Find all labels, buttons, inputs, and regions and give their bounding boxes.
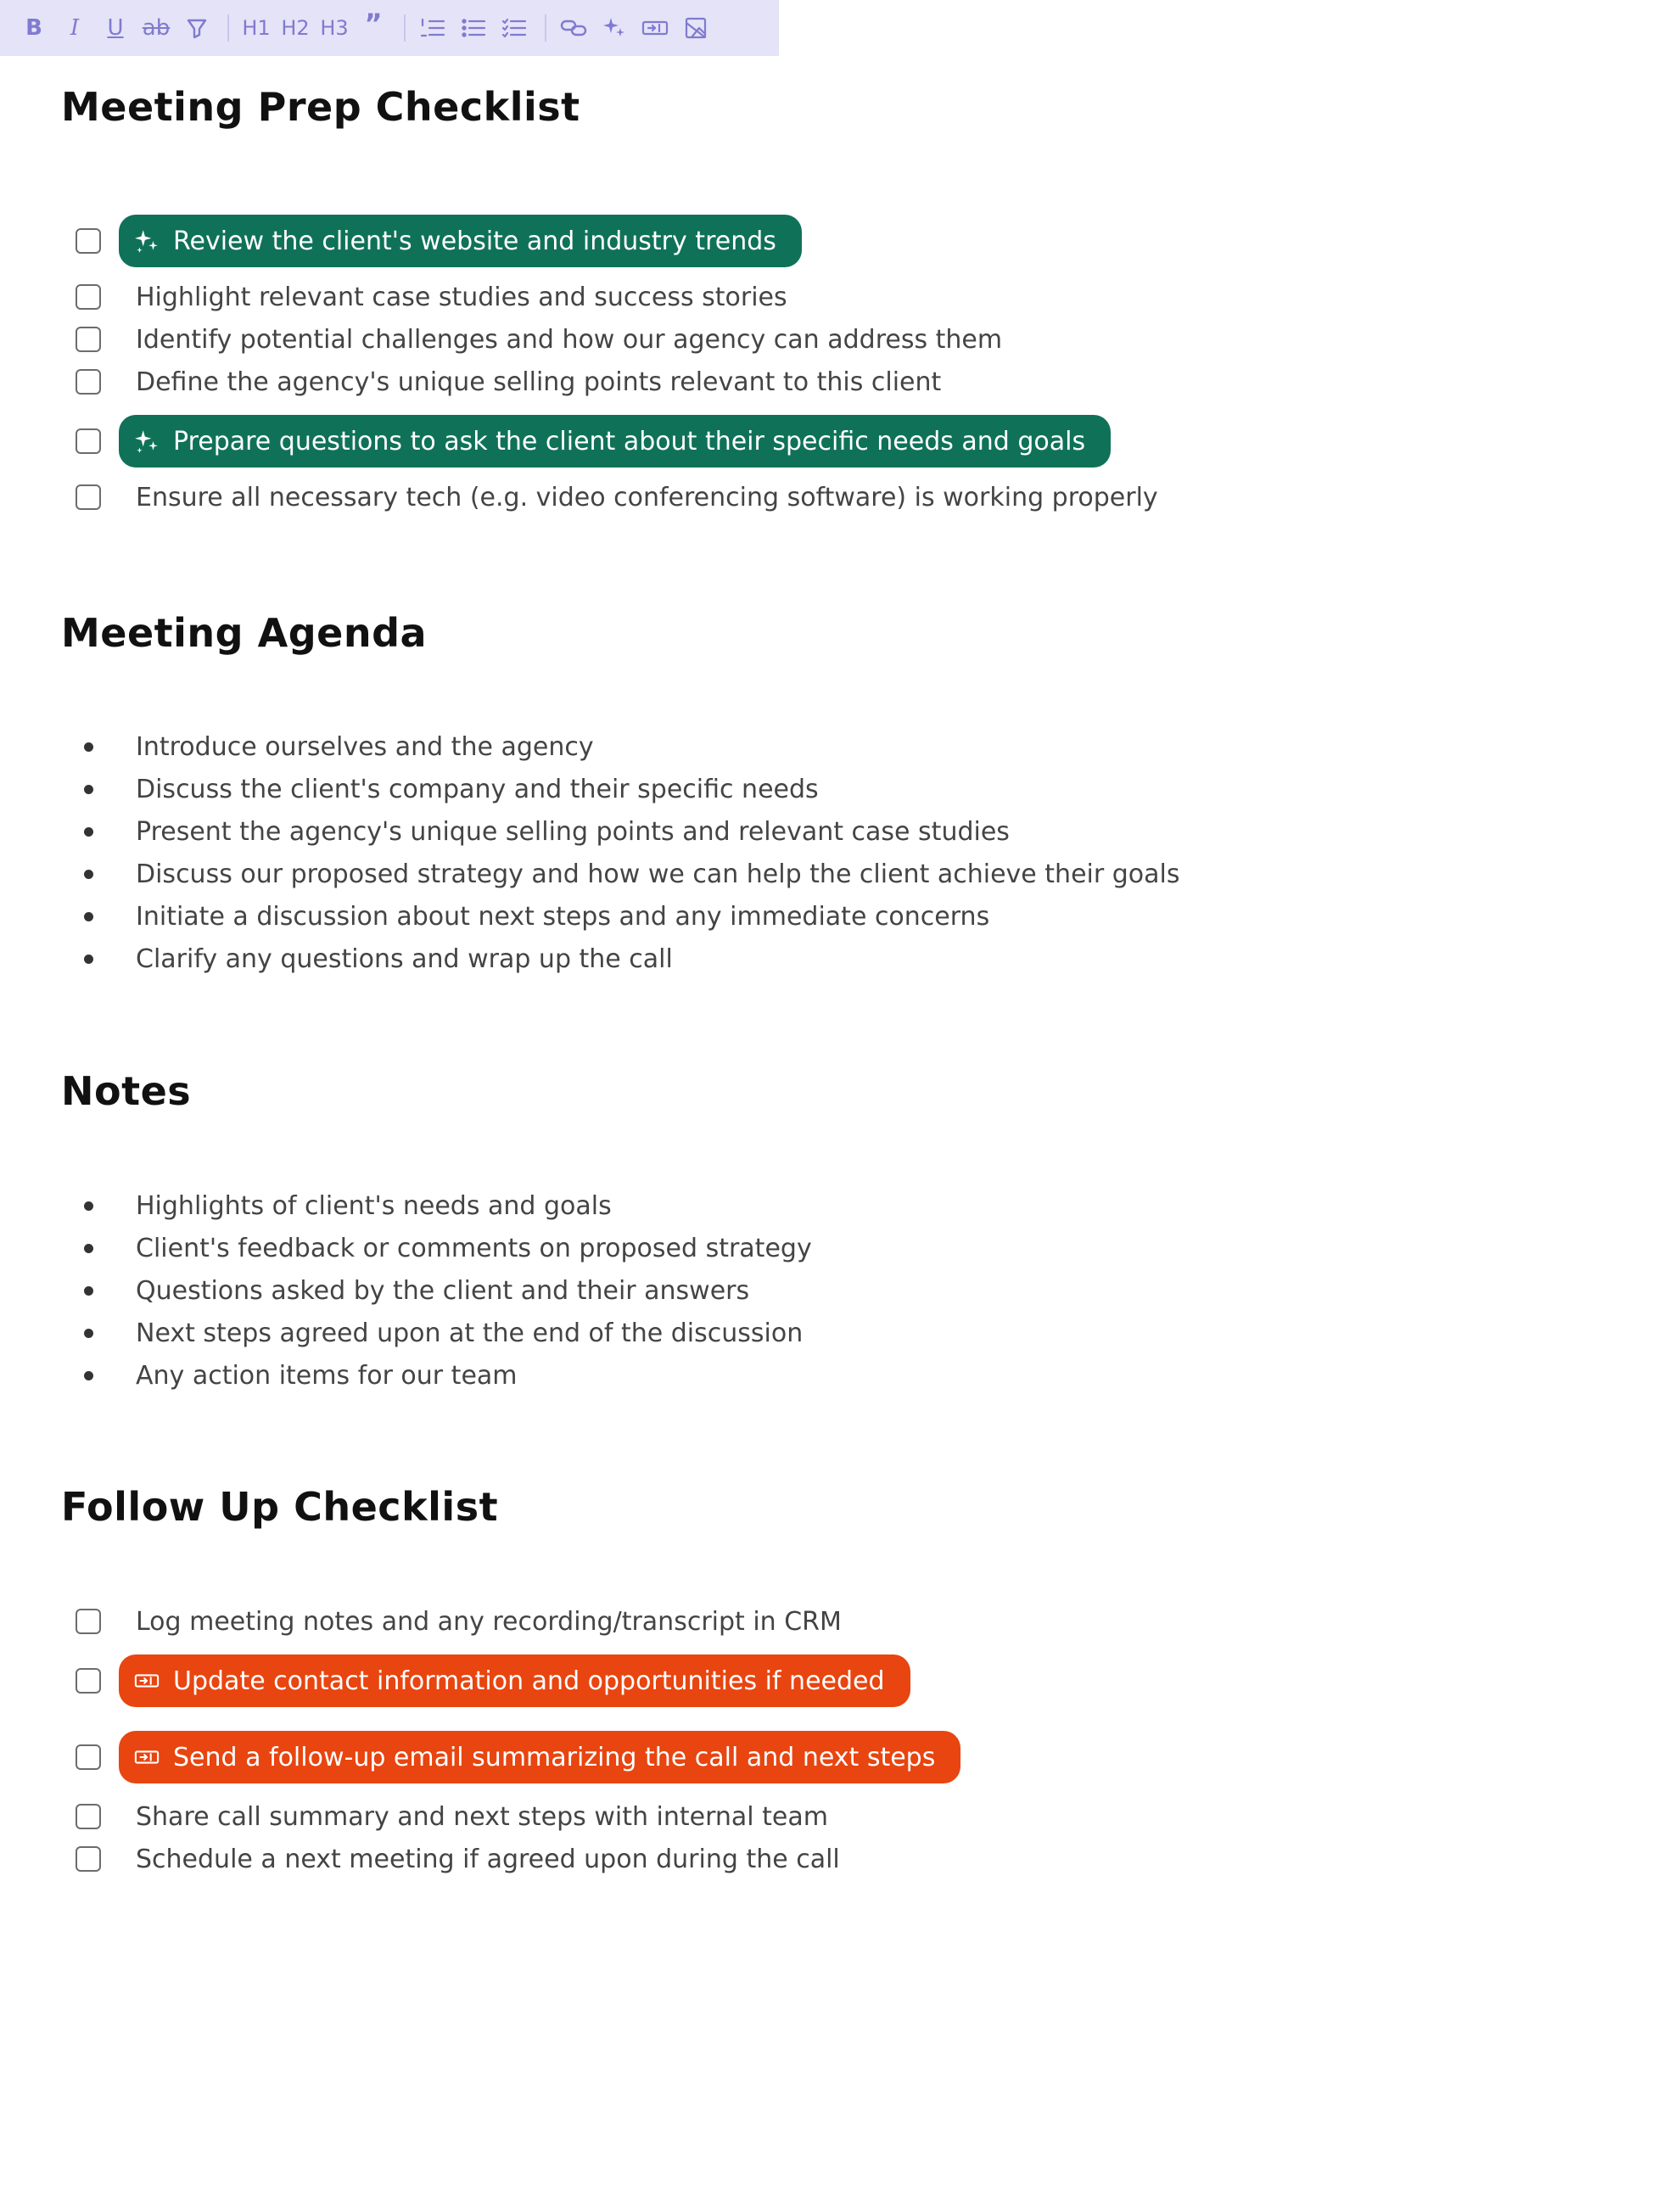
italic-button[interactable]: I [70,15,80,41]
checkbox[interactable] [76,428,101,454]
checklist-item-label: Schedule a next meeting if agreed upon during the call [136,1844,840,1874]
checklist-button[interactable] [499,11,529,45]
toolbar-divider [404,14,406,42]
action-icon [134,1744,160,1770]
checklist-item-label: Update contact information and opportunities if needed [173,1666,885,1696]
formatting-toolbar [0,0,779,56]
checkbox[interactable] [76,228,101,254]
numbered-list-icon [420,17,445,39]
bullet-icon [84,1201,93,1211]
sparkle-icon [602,16,626,40]
heading-notes: Notes [61,1068,192,1114]
heading3-button[interactable]: H3 [320,16,349,40]
list-item-label: Any action items for our team [136,1360,518,1391]
checklist-item-label: Log meeting notes and any recording/transcript in CRM [136,1606,842,1637]
checklist-icon [501,17,527,39]
checkbox[interactable] [76,284,101,310]
list-item-label: Discuss the client's company and their specific needs [136,774,819,804]
checklist-item-label: Highlight relevant case studies and success stories [136,282,787,312]
bullet-list-icon [461,17,486,39]
heading-follow-up-checklist: Follow Up Checklist [61,1484,499,1530]
list-item-label: Questions asked by the client and their answers [136,1275,750,1306]
ai-task-pill[interactable] [119,215,802,267]
checklist-item-label: Identify potential challenges and how our agency can address them [136,324,1003,355]
list-item-label: Present the agency's unique selling points and relevant case studies [136,816,1010,847]
image-icon [684,16,708,40]
heading1-button[interactable]: H1 [242,16,271,40]
strikethrough-button[interactable]: ab [142,15,171,41]
bullet-icon [84,827,93,837]
list-item-label: Discuss our proposed strategy and how we can help the client achieve their goals [136,859,1180,889]
bullet-list-button[interactable] [458,11,489,45]
checklist-item-label: Review the client's website and industry trends [173,226,776,256]
checkbox[interactable] [76,327,101,352]
checkbox[interactable] [76,1609,101,1634]
list-item-label: Clarify any questions and wrap up the call [136,943,673,974]
link-icon [560,16,587,40]
checklist-item-label: Prepare questions to ask the client about their specific needs and goals [173,426,1086,456]
bullet-icon [84,870,93,879]
underline-button[interactable]: U [107,15,124,41]
bold-button[interactable]: B [25,15,42,41]
heading-meeting-agenda: Meeting Agenda [61,610,428,656]
highlighter-icon [185,16,209,40]
action-button[interactable] [640,11,670,45]
quote-button[interactable]: ” [364,8,383,40]
sparkle-icon [134,428,160,454]
checklist-item-label: Send a follow-up email summarizing the call and next steps [173,1742,936,1772]
checklist-item-label: Ensure all necessary tech (e.g. video conferencing software) is working properly [136,482,1158,512]
list-item-label: Client's feedback or comments on proposed strategy [136,1233,812,1263]
checklist-item-label: Share call summary and next steps with internal team [136,1801,828,1832]
heading-meeting-prep: Meeting Prep Checklist [61,84,580,130]
bullet-icon [84,1244,93,1253]
action-task-pill[interactable] [119,1654,910,1707]
toolbar-divider [545,14,546,42]
action-icon [641,17,669,39]
list-item-label: Highlights of client's needs and goals [136,1190,612,1221]
sparkle-icon [134,228,160,254]
image-button[interactable] [680,11,711,45]
numbered-list-button[interactable] [417,11,448,45]
ai-task-pill[interactable] [119,415,1111,468]
toolbar-divider [227,14,229,42]
heading2-button[interactable]: H2 [281,16,310,40]
checkbox[interactable] [76,369,101,395]
action-task-pill[interactable] [119,1731,960,1783]
bullet-icon [84,1329,93,1338]
action-icon [134,1668,160,1694]
bullet-icon [84,785,93,794]
bullet-icon [84,912,93,921]
highlight-button[interactable] [182,11,212,45]
list-item-label: Initiate a discussion about next steps and any immediate concerns [136,901,990,932]
checkbox[interactable] [76,1846,101,1872]
checkbox[interactable] [76,484,101,510]
bullet-icon [84,955,93,964]
list-item-label: Introduce ourselves and the agency [136,731,594,762]
checkbox[interactable] [76,1668,101,1694]
ai-button[interactable] [599,11,630,45]
bullet-icon [84,742,93,752]
checkbox[interactable] [76,1744,101,1770]
link-button[interactable] [558,11,589,45]
checkbox[interactable] [76,1804,101,1829]
bullet-icon [84,1286,93,1296]
bullet-icon [84,1371,93,1380]
list-item-label: Next steps agreed upon at the end of the discussion [136,1318,804,1348]
checklist-item-label: Define the agency's unique selling points relevant to this client [136,367,942,397]
